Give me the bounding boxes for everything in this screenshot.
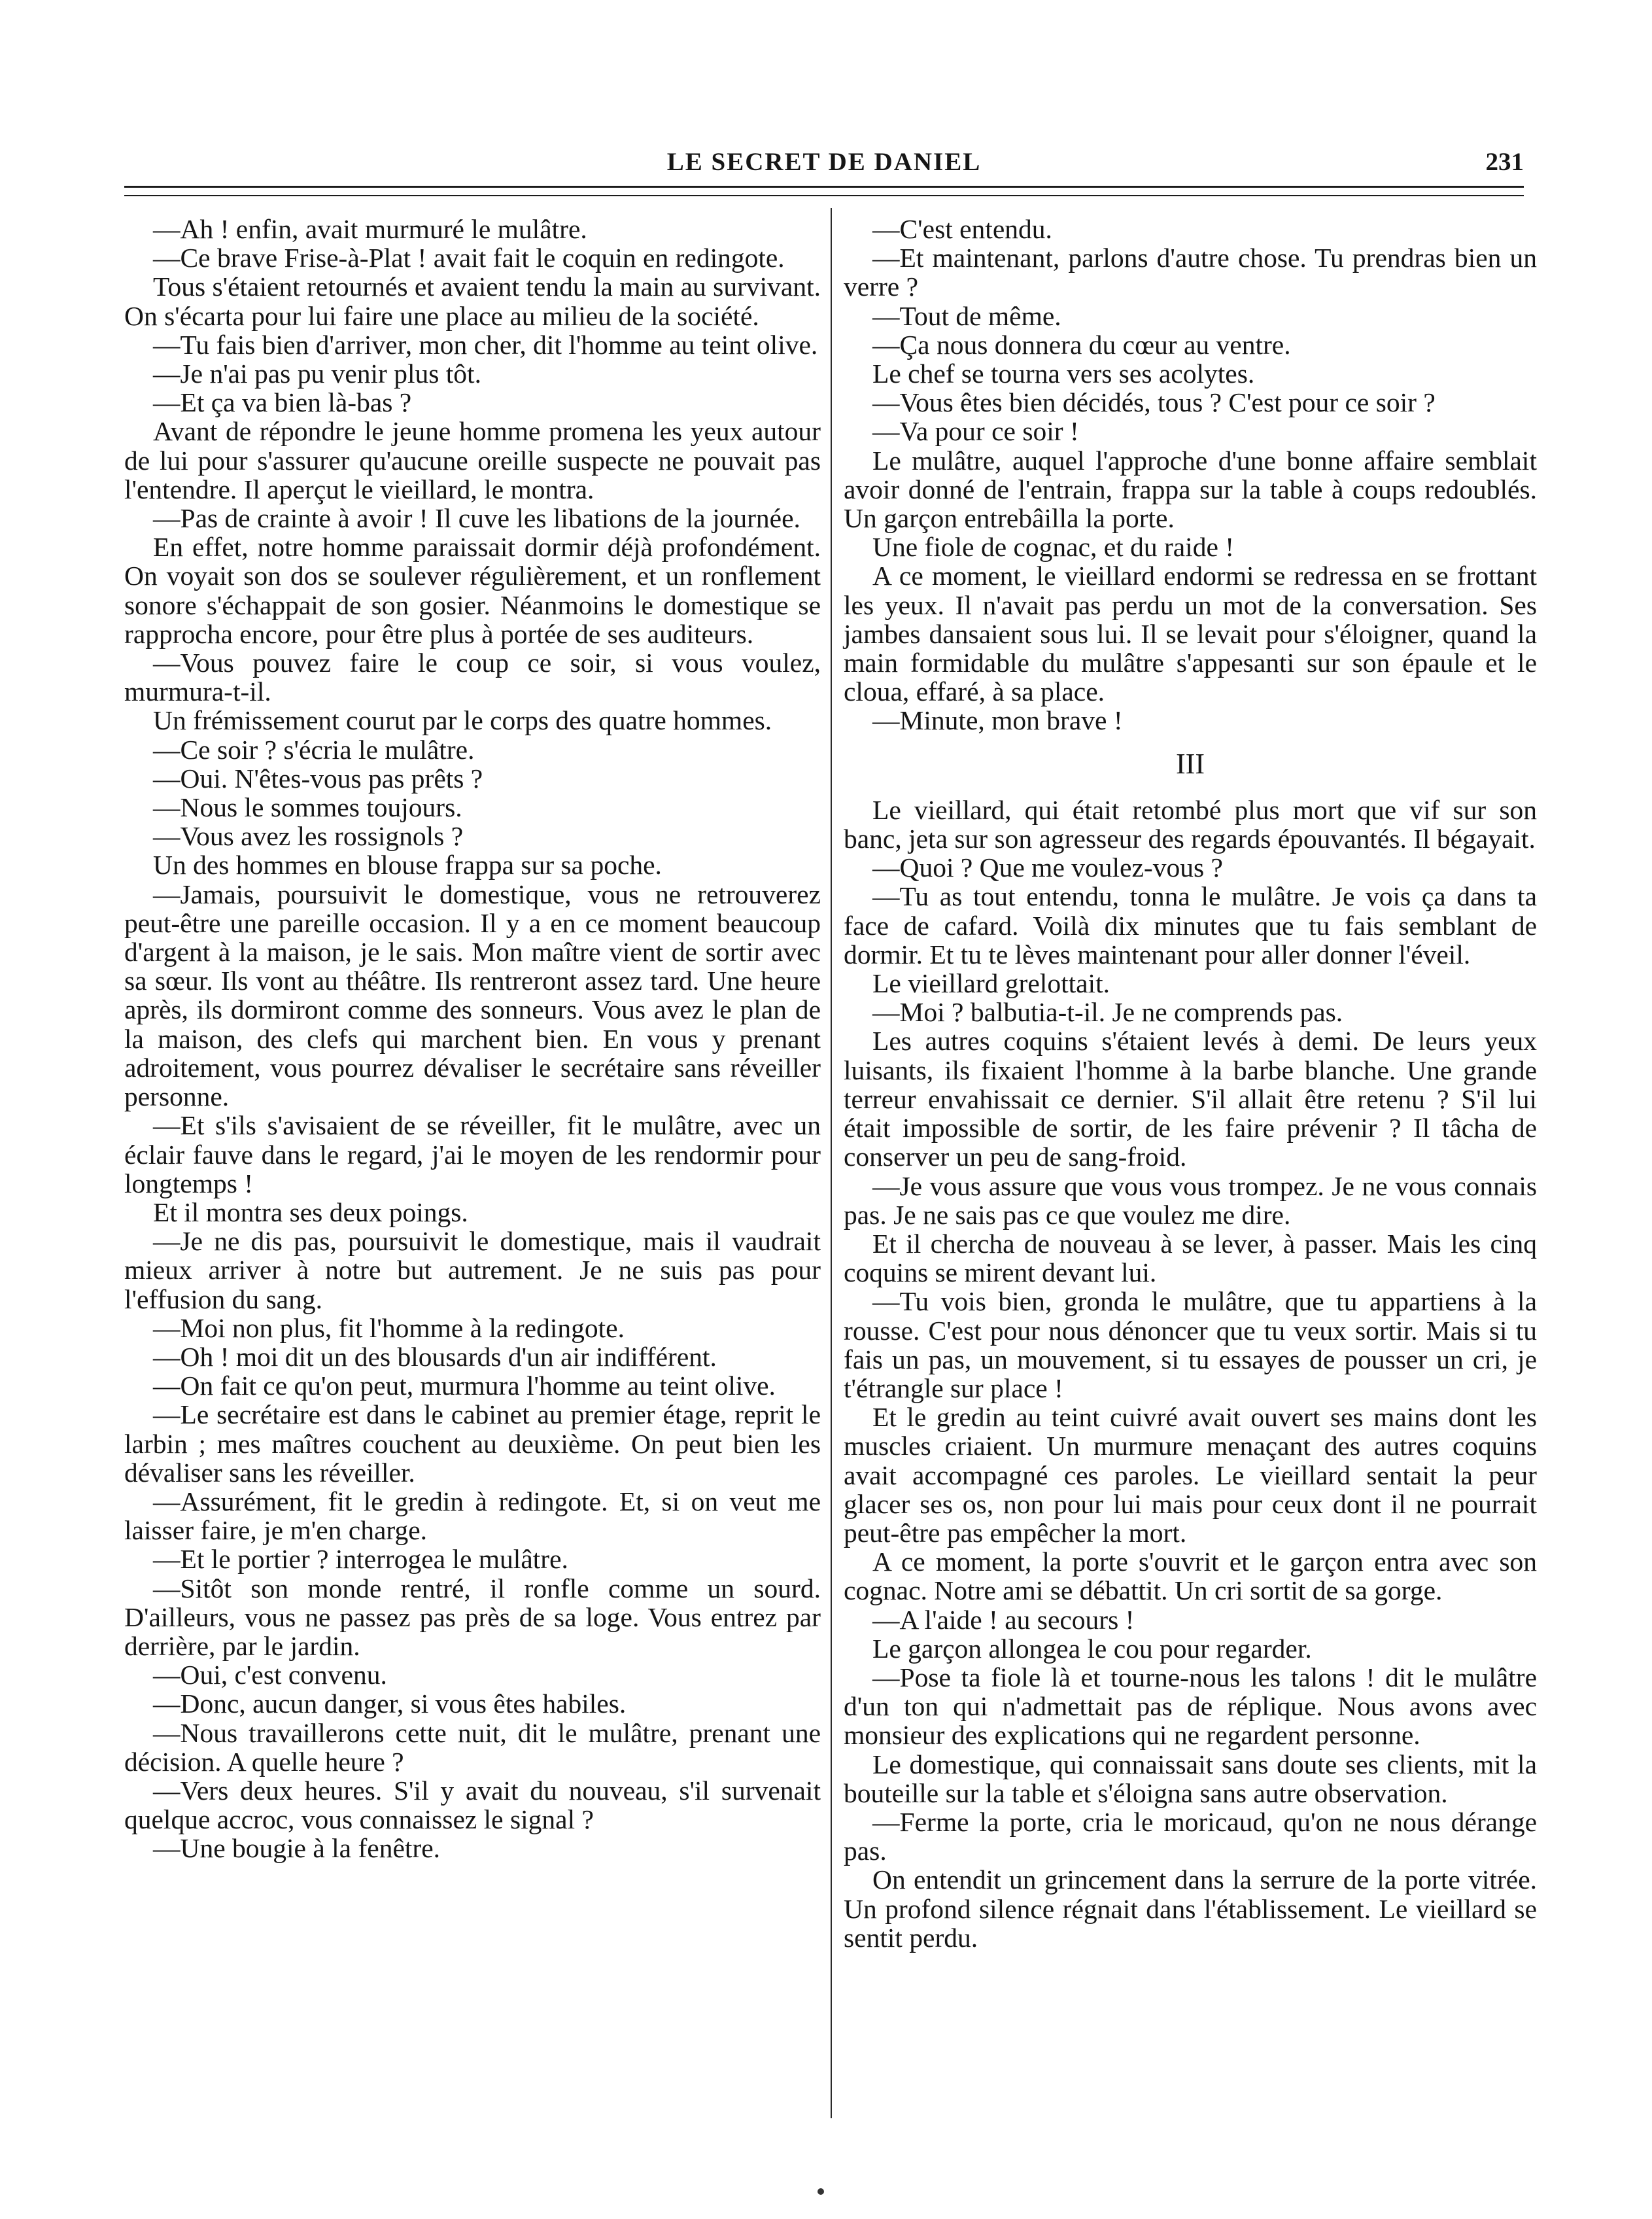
paragraph: —Tu fais bien d'arriver, mon cher, dit l'homme au teint olive. bbox=[153, 329, 818, 360]
paragraph: —Ah ! enfin, avait murmuré le mulâtre. bbox=[153, 214, 587, 244]
paragraph: —Nous le sommes toujours. bbox=[153, 792, 462, 823]
paragraph: —Ferme la porte, cria le moricaud, qu'on ne nous dérange pas. bbox=[844, 1806, 1537, 1866]
paragraph: —Je n'ai pas pu venir plus tôt. bbox=[153, 358, 481, 389]
header-rule-thick bbox=[124, 186, 1524, 188]
page-number: 231 bbox=[1485, 148, 1524, 176]
paragraph: —Vous avez les rossignols ? bbox=[153, 821, 464, 852]
paragraph: Tous s'étaient retournés et avaient tendu la main au survivant. On s'écarta pour lui faire une place au milieu de la société. bbox=[124, 271, 821, 331]
paragraph: Un des hommes en blouse frappa sur sa poche. bbox=[153, 850, 662, 881]
paragraph: —Tout de même. bbox=[872, 300, 1061, 331]
paragraph: —Tu as tout entendu, tonna le mulâtre. Je vois ça dans ta face de cafard. Voilà dix minutes que tu fais semblant de dormir. Et tu te lèves maintenant pour aller donner l'éveil. bbox=[844, 881, 1537, 970]
paragraph: Un frémissement courut par le corps des quatre hommes. bbox=[153, 705, 772, 736]
paragraph: —Oui. N'êtes-vous pas prêts ? bbox=[153, 763, 483, 794]
paragraph: —Ça nous donnera du cœur au ventre. bbox=[872, 329, 1291, 360]
paragraph: —Sitôt son monde rentré, il ronfle comme un sourd. D'ailleurs, vous ne passez pas près de sa loge. Vous entrez par derrière, par le jardin. bbox=[124, 1573, 821, 1661]
paragraph: —Je vous assure que vous vous trompez. Je ne vous connais pas. Je ne sais pas ce que voulez me dire. bbox=[844, 1170, 1537, 1230]
paragraph: Le garçon allongea le cou pour regarder. bbox=[872, 1633, 1312, 1664]
paragraph: Le mulâtre, auquel l'approche d'une bonne affaire semblait avoir donné de l'entrain, frappa sur la table à coups redoublés. Un garçon entrebâilla la porte. bbox=[844, 445, 1537, 534]
paragraph: —Moi ? balbutia-t-il. Je ne comprends pas. bbox=[872, 997, 1343, 1028]
paragraph: —Assurément, fit le gredin à redingote. Et, si on veut me laisser faire, je m'en charge. bbox=[124, 1486, 821, 1546]
paragraph: Avant de répondre le jeune homme promena les yeux autour de lui pour s'assurer qu'aucune oreille suspecte ne pouvait pas l'entendre. Il aperçut le vieillard, le montra. bbox=[124, 416, 821, 504]
paragraph: Les autres coquins s'étaient levés à demi. De leurs yeux luisants, ils fixaient l'homme à la barbe blanche. Une grande terreur envahissait ce dernier. S'il allait être retenu ? S'il lui était impossible de sortir, de les faire prévenir ? Il tâcha de conserver un peu de sang-froid. bbox=[844, 1026, 1537, 1172]
paragraph: Et le gredin au teint cuivré avait ouvert ses mains dont les muscles criaient. Un murmure menaçant des autres coquins avait accompagné ces paroles. Le vieillard sentait la peur glacer ses os, non pour lui mais pour ceux dont il ne pourrait peut-être pas empêcher la mort. bbox=[844, 1402, 1537, 1548]
paragraph: —Jamais, poursuivit le domestique, vous ne retrouverez peut-être une pareille occasion. Il y a en ce moment beaucoup d'argent à la maison, je le sais. Mon maître vient de sortir avec sa sœur. Ils vont au théâtre. Ils rentreront assez tard. Une heure après, ils dormiront comme des sonneurs. Vous avez le plan de la maison, des clefs qui marchent bien. En vous y prenant adroitement, vous pourrez dévaliser le secrétaire sans réveiller personne. bbox=[124, 879, 821, 1112]
right-column-part-1 bbox=[844, 215, 1537, 735]
paragraph: Le domestique, qui connaissait sans doute ses clients, mit la bouteille sur la table et s'éloigna sans autre observation. bbox=[844, 1749, 1537, 1808]
paragraph: Et il chercha de nouveau à se lever, à passer. Mais les cinq coquins se mirent devant lui. bbox=[844, 1228, 1537, 1288]
paragraph: Le vieillard grelottait. bbox=[872, 968, 1110, 999]
paragraph: —Vous êtes bien décidés, tous ? C'est pour ce soir ? bbox=[872, 387, 1436, 418]
paragraph: —A l'aide ! au secours ! bbox=[872, 1604, 1135, 1635]
paragraph: —Vous pouvez faire le coup ce soir, si vous voulez, murmura-t-il. bbox=[124, 648, 821, 707]
paragraph: —Et le portier ? interrogea le mulâtre. bbox=[153, 1544, 568, 1575]
paragraph: A ce moment, la porte s'ouvrit et le garçon entra avec son cognac. Notre ami se débattit. Un cri sortit de sa gorge. bbox=[844, 1546, 1537, 1606]
paragraph: —Le secrétaire est dans le cabinet au premier étage, reprit le larbin ; mes maîtres couchent au deuxième. On peut bien les dévaliser sans les réveiller. bbox=[124, 1399, 821, 1488]
paragraph: A ce moment, le vieillard endormi se redressa en se frottant les yeux. Il n'avait pas perdu un mot de la conversation. Ses jambes dansaient sous lui. Il se levait pour s'éloigner, quand la main formidable du mulâtre s'appesanti sur son épaule et le cloua, effaré, à sa place. bbox=[844, 561, 1537, 707]
paragraph: —Et s'ils s'avisaient de se réveiller, fit le mulâtre, avec un éclair fauve dans le regard, j'ai le moyen de les rendormir pour longtemps ! bbox=[124, 1110, 821, 1198]
section-heading: III bbox=[1176, 747, 1205, 780]
right-column-part-2 bbox=[844, 795, 1537, 1952]
paragraph: —Nous travaillerons cette nuit, dit le mulâtre, prenant une décision. A quelle heure ? bbox=[124, 1717, 821, 1777]
page-header bbox=[124, 147, 1524, 186]
column-divider bbox=[831, 208, 832, 2118]
paragraph: Le vieillard, qui était retombé plus mort que vif sur son banc, jeta sur son agresseur des regards épouvantés. Il bégayait. bbox=[844, 794, 1537, 854]
paragraph: —Et maintenant, parlons d'autre chose. Tu prendras bien un verre ? bbox=[844, 243, 1537, 302]
paragraph: —Une bougie à la fenêtre. bbox=[153, 1833, 441, 1864]
paragraph: Le chef se tourna vers ses acolytes. bbox=[872, 358, 1255, 389]
paragraph: —Je ne dis pas, poursuivit le domestique, mais il vaudrait mieux arriver à notre but autrement. Je ne suis pas pour l'effusion du sang. bbox=[124, 1226, 821, 1314]
paragraph: —Oui, c'est convenu. bbox=[153, 1660, 387, 1690]
paragraph: Et il montra ses deux poings. bbox=[153, 1197, 468, 1227]
paragraph: On entendit un grincement dans la serrure de la porte vitrée. Un profond silence régnait dans l'établissement. Le vieillard se sentit perdu. bbox=[844, 1864, 1537, 1953]
paragraph: —Pas de crainte à avoir ! Il cuve les libations de la journée. bbox=[153, 503, 800, 534]
paragraph: —Tu vois bien, gronda le mulâtre, que tu appartiens à la rousse. C'est pour nous dénoncer que tu veux sortir. Mais si tu fais un pas, un mouvement, si tu essayes de pousser un cri, je t'étrangle sur place ! bbox=[844, 1286, 1537, 1403]
paragraph: —On fait ce qu'on peut, murmura l'homme au teint olive. bbox=[153, 1371, 776, 1401]
paragraph: —Vers deux heures. S'il y avait du nouveau, s'il survenait quelque accroc, vous connaissez le signal ? bbox=[124, 1775, 821, 1835]
paragraph: —Donc, aucun danger, si vous êtes habiles. bbox=[153, 1688, 627, 1719]
paragraph: Une fiole de cognac, et du raide ! bbox=[872, 532, 1235, 563]
header-rule-thin bbox=[124, 195, 1524, 196]
paragraph: —Va pour ce soir ! bbox=[872, 416, 1079, 447]
paragraph: —Ce soir ? s'écria le mulâtre. bbox=[153, 734, 475, 765]
paragraph: —Minute, mon brave ! bbox=[872, 705, 1123, 736]
paragraph: En effet, notre homme paraissait dormir déjà profondément. On voyait son dos se soulever régulièrement, et un ronflement sonore s'échappait de son gosier. Néanmoins le domestique se rapprocha encore, pour être plus à portée de ses auditeurs. bbox=[124, 532, 821, 649]
paragraph: —Pose ta fiole là et tourne-nous les talons ! dit le mulâtre d'un ton qui n'admettait pas de réplique. Nous avons avec monsieur des explications qui ne regardent personne. bbox=[844, 1662, 1537, 1751]
right-column bbox=[844, 215, 1537, 1952]
paragraph: —Moi non plus, fit l'homme à la redingote. bbox=[153, 1312, 625, 1343]
running-title: LE SECRET DE DANIEL bbox=[666, 148, 982, 176]
left-column bbox=[124, 215, 821, 1863]
printer-mark bbox=[817, 2188, 824, 2195]
paragraph: —C'est entendu. bbox=[872, 214, 1052, 244]
paragraph: —Et ça va bien là-bas ? bbox=[153, 387, 412, 418]
paragraph: —Ce brave Frise-à-Plat ! avait fait le coquin en redingote. bbox=[153, 243, 785, 273]
paragraph: —Oh ! moi dit un des blousards d'un air indifférent. bbox=[153, 1341, 717, 1372]
paragraph: —Quoi ? Que me voulez-vous ? bbox=[872, 852, 1223, 883]
